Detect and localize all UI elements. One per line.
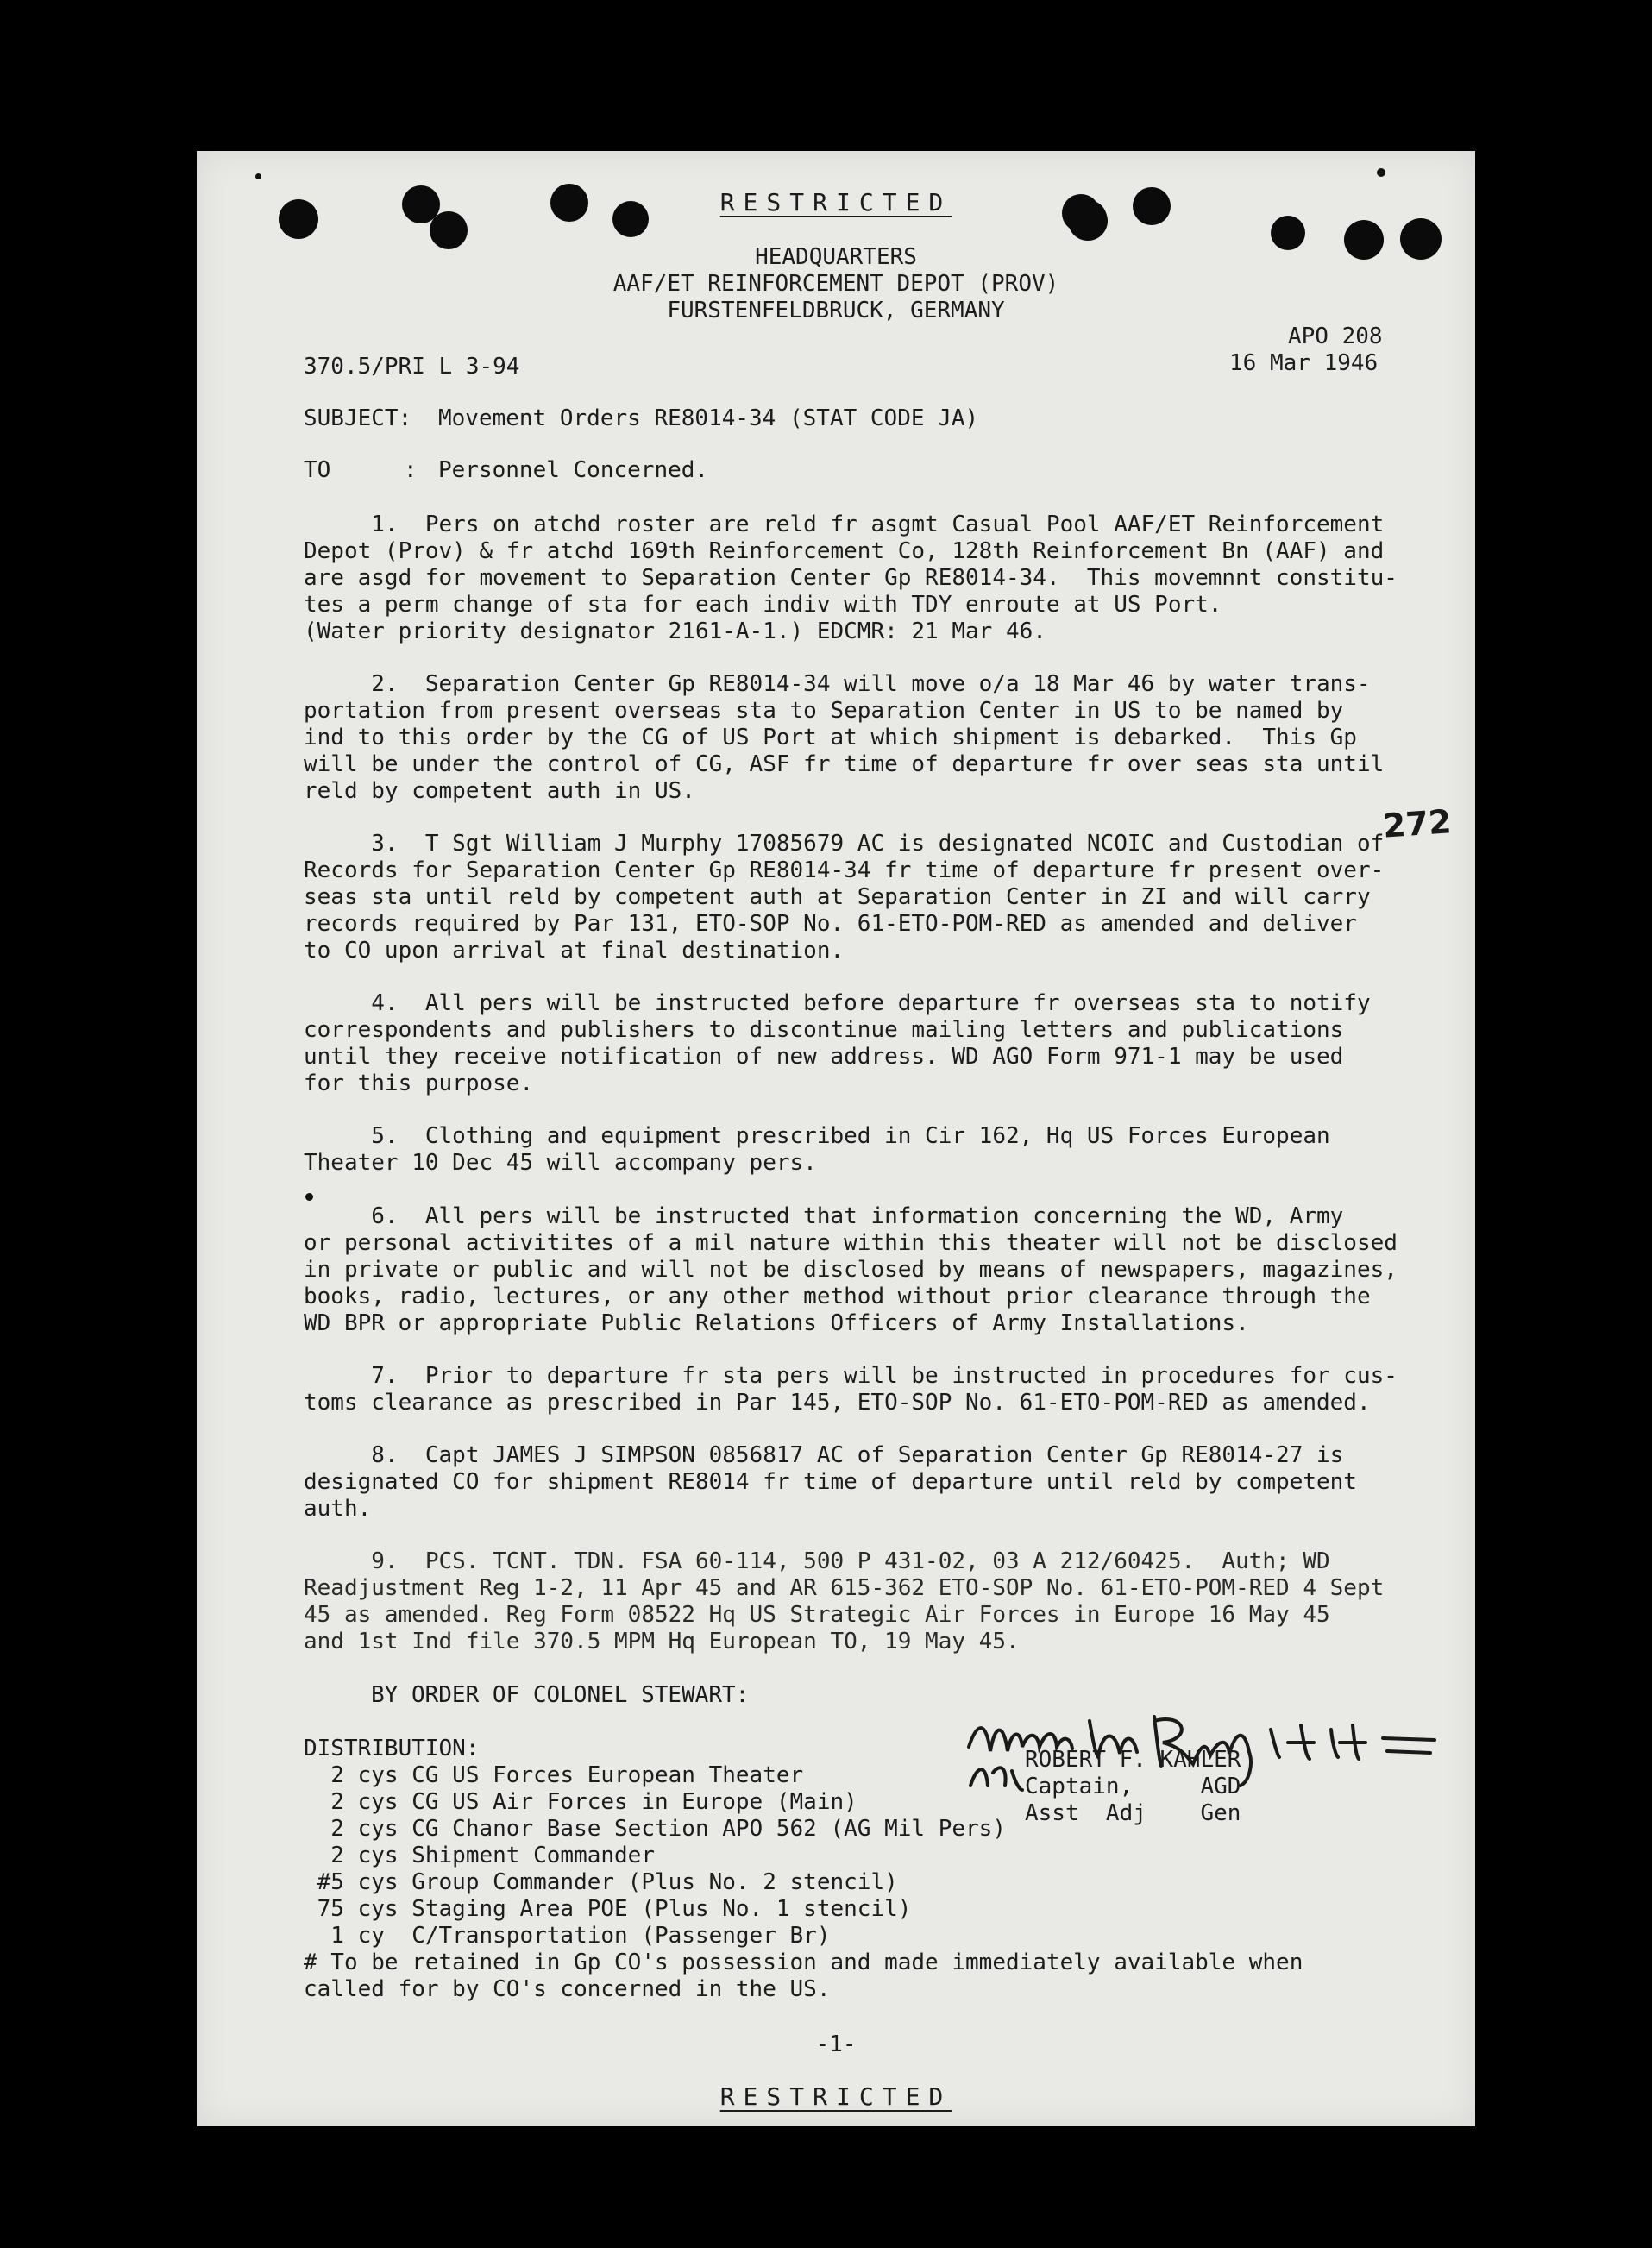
distribution-item: #5 cys Group Commander (Plus No. 2 stencil): [304, 1869, 898, 1895]
speck: [255, 173, 261, 179]
paragraph-8: 8. Capt JAMES J SIMPSON 0856817 AC of Separation Center Gp RE8014-27 is designated CO for shipment RE8014 fr time of departure until reld by competent auth.: [304, 1442, 1357, 1522]
document-date: 16 Mar 1946: [1229, 350, 1379, 376]
order-line: BY ORDER OF COLONEL STEWART:: [371, 1682, 750, 1708]
signer-name: ROBERT F. KAHLER: [1025, 1747, 1241, 1773]
paragraph-2: 2. Separation Center Gp RE8014-34 will move o/a 18 Mar 46 by water trans- portation from present overseas sta to Separation Center in US to be named by ind to this order by the CG of US Port at which shipment is debarked. This Gp will be under the control of CG, ASF fr time of departure fr over seas sta until reld by competent auth in US.: [304, 671, 1385, 804]
signer-rank: Captain, AGD: [1025, 1774, 1241, 1799]
hq-line: HEADQUARTERS: [755, 244, 917, 270]
subject-label: SUBJECT:: [304, 405, 412, 431]
page-number: -1-: [815, 2031, 857, 2057]
to-label: TO: [304, 457, 331, 483]
paragraph-1: 1. Pers on atchd roster are reld fr asgmt Casual Pool AAF/ET Reinforcement Depot (Prov) & fr atchd 169th Reinforcement Co, 128th Reinforcement Bn (AAF) and are asgd for movement to Separation Center Gp RE8014-34. This movemnnt constitu- tes a perm change of sta for each indiv with TDY enroute at US Port. (Water priority designator 2161-A-1.) EDCMR: 21 Mar 46.: [304, 512, 1398, 644]
to-text: Personnel Concerned.: [438, 457, 709, 483]
distribution-note: # To be retained in Gp CO's possession and made immediately available when: [304, 1950, 1303, 1975]
distribution-item: 2 cys Shipment Commander: [304, 1843, 655, 1868]
distribution-label: DISTRIBUTION:: [304, 1736, 480, 1761]
distribution-item: 1 cy C/Transportation (Passenger Br): [304, 1923, 831, 1949]
apo-number: APO 208: [1288, 323, 1383, 349]
paragraph-5: 5. Clothing and equipment prescribed in Cir 162, Hq US Forces European Theater 10 Dec 45 will accompany pers.: [304, 1123, 1330, 1176]
file-reference: 370.5/PRI L 3-94: [304, 354, 520, 380]
paragraph-3: 3. T Sgt William J Murphy 17085679 AC is designated NCOIC and Custodian of Records for Separation Center Gp RE8014-34 fr time of departure fr present over- seas sta until reld by competent auth at Separation Center in ZI and will carry records required by Par 131, ETO-SOP No. 61-ETO-POM-RED as amended and deliver to CO upon arrival at final destination.: [304, 831, 1385, 964]
hq-line: FURSTENFELDBRUCK, GERMANY: [667, 298, 1005, 323]
paragraph-7: 7. Prior to departure fr sta pers will be instructed in procedures for cus- toms clearance as prescribed in Par 145, ETO-SOP No. 61-ETO-POM-RED as amended.: [304, 1363, 1398, 1416]
paragraph-9: 9. PCS. TCNT. TDN. FSA 60-114, 500 P 431-02, 03 A 212/60425. Auth; WD Readjustment Reg 1-2, 11 Apr 45 and AR 615-362 ETO-SOP No. 61-ETO-POM-RED 4 Sept 45 as amended. Reg Form 08522 Hq US Strategic Air Forces in Europe 16 May 45 and 1st Ind file 370.5 MPM Hq European TO, 19 May 45.: [304, 1548, 1385, 1655]
to-colon: :: [404, 457, 418, 483]
classification-bottom: RESTRICTED: [719, 2082, 952, 2111]
handwritten-page-number: 272: [1381, 802, 1453, 845]
distribution-item: 2 cys CG Chanor Base Section APO 562 (AG Mil Pers): [304, 1816, 1006, 1842]
subject-text: Movement Orders RE8014-34 (STAT CODE JA): [438, 405, 979, 431]
hq-line: AAF/ET REINFORCEMENT DEPOT (PROV): [612, 271, 1059, 297]
distribution-item: 2 cys CG US Air Forces in Europe (Main): [304, 1789, 857, 1815]
signer-title: Asst Adj Gen: [1025, 1800, 1241, 1826]
speck: [305, 1193, 313, 1201]
distribution-note: called for by CO's concerned in the US.: [304, 1976, 831, 2002]
paragraph-4: 4. All pers will be instructed before departure fr overseas sta to notify correspondents and publishers to discontinue mailing letters and publications until they receive notification of new address. WD AGO Form 971-1 may be used for this purpose.: [304, 990, 1371, 1096]
paragraph-6: 6. All pers will be instructed that information concerning the WD, Army or personal activitites of a mil nature within this theater will not be disclosed in private or public and will not be disclosed by means of newspapers, magazines, books, radio, lectures, or any other method without prior clearance through the WD BPR or appropriate Public Relations Officers of Army Installations.: [304, 1203, 1398, 1336]
classification-top: RESTRICTED: [719, 188, 952, 217]
document-page: [197, 151, 1475, 2126]
distribution-item: 2 cys CG US Forces European Theater: [304, 1762, 804, 1788]
speck: [1377, 168, 1385, 177]
distribution-item: 75 cys Staging Area POE (Plus No. 1 stencil): [304, 1896, 912, 1922]
